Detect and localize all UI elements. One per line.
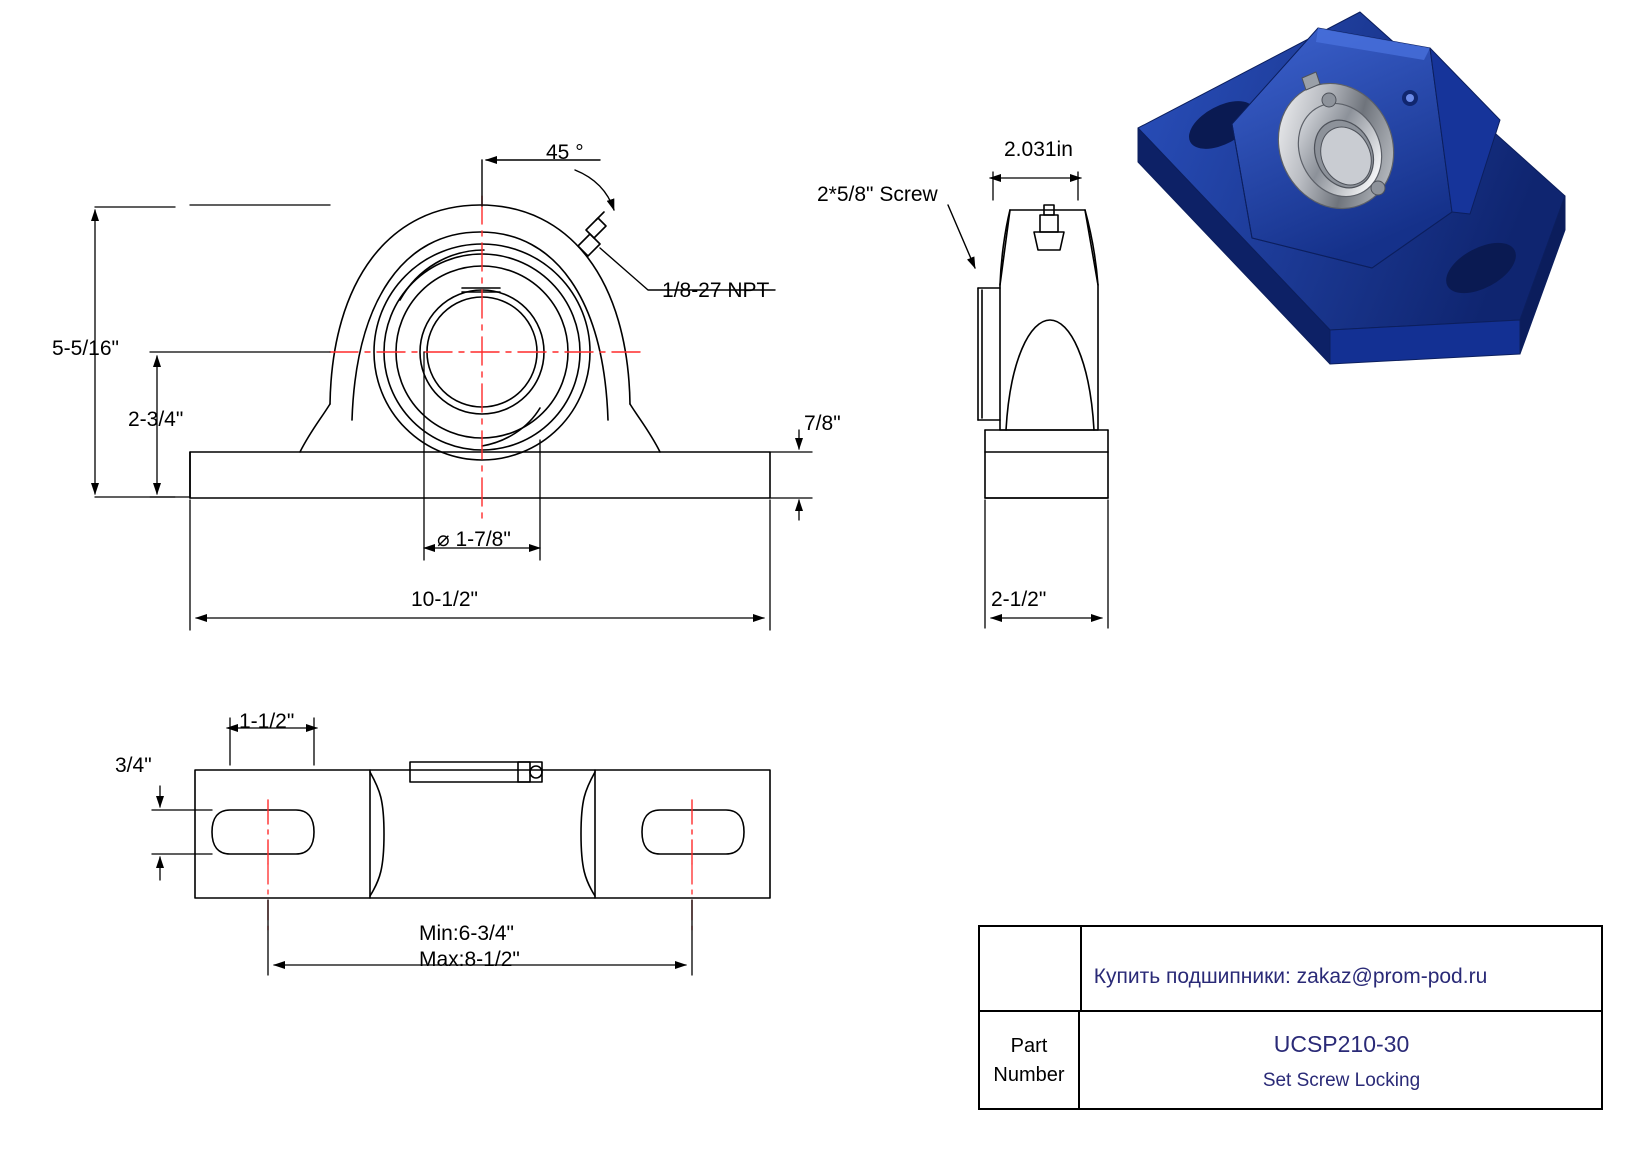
angle-note-label: 45 ° [546, 141, 584, 164]
dim-side-top-width-label: 2.031in [1004, 138, 1073, 161]
part-number-label [980, 1012, 1080, 1110]
dim-base-thickness-label: 7/8" [804, 412, 841, 435]
dim-slot-width-label: 1-1/2" [239, 710, 295, 733]
part-number-value: UCSP210-30 [1273, 1030, 1410, 1057]
part-description: Set Screw Locking [1262, 1070, 1421, 1091]
screw-note-label: 2*5/8" Screw [817, 183, 938, 206]
dim-bolt-max-label: Max:8-1/2" [419, 948, 520, 971]
isometric-render [1138, 12, 1565, 364]
contact-email-note: Купить подшипники: zakaz@prom-pod.ru [1093, 965, 1488, 988]
dim-base-width-label: 2-1/2" [991, 588, 1047, 611]
part-number-label-line2: Number [993, 1064, 1065, 1086]
npt-note-label: 1/8-27 NPT [662, 279, 770, 302]
dim-bolt-min-label: Min:6-3/4" [419, 922, 514, 945]
title-block [978, 925, 1603, 1110]
part-number-label-line1: Part [1010, 1035, 1048, 1057]
dim-center-height-label: 2-3/4" [128, 408, 184, 431]
dim-slot-height-label: 3/4" [115, 754, 152, 777]
dim-overall-length-label: 10-1/2" [411, 588, 478, 611]
title-block-top-row [980, 927, 1601, 1012]
part-number-value-cell [1082, 1012, 1601, 1110]
title-block-bottom-row [980, 1012, 1601, 1110]
dim-overall-height-label: 5-5/16" [52, 337, 119, 360]
dim-bore-label: ⌀ 1-7/8" [437, 528, 511, 551]
